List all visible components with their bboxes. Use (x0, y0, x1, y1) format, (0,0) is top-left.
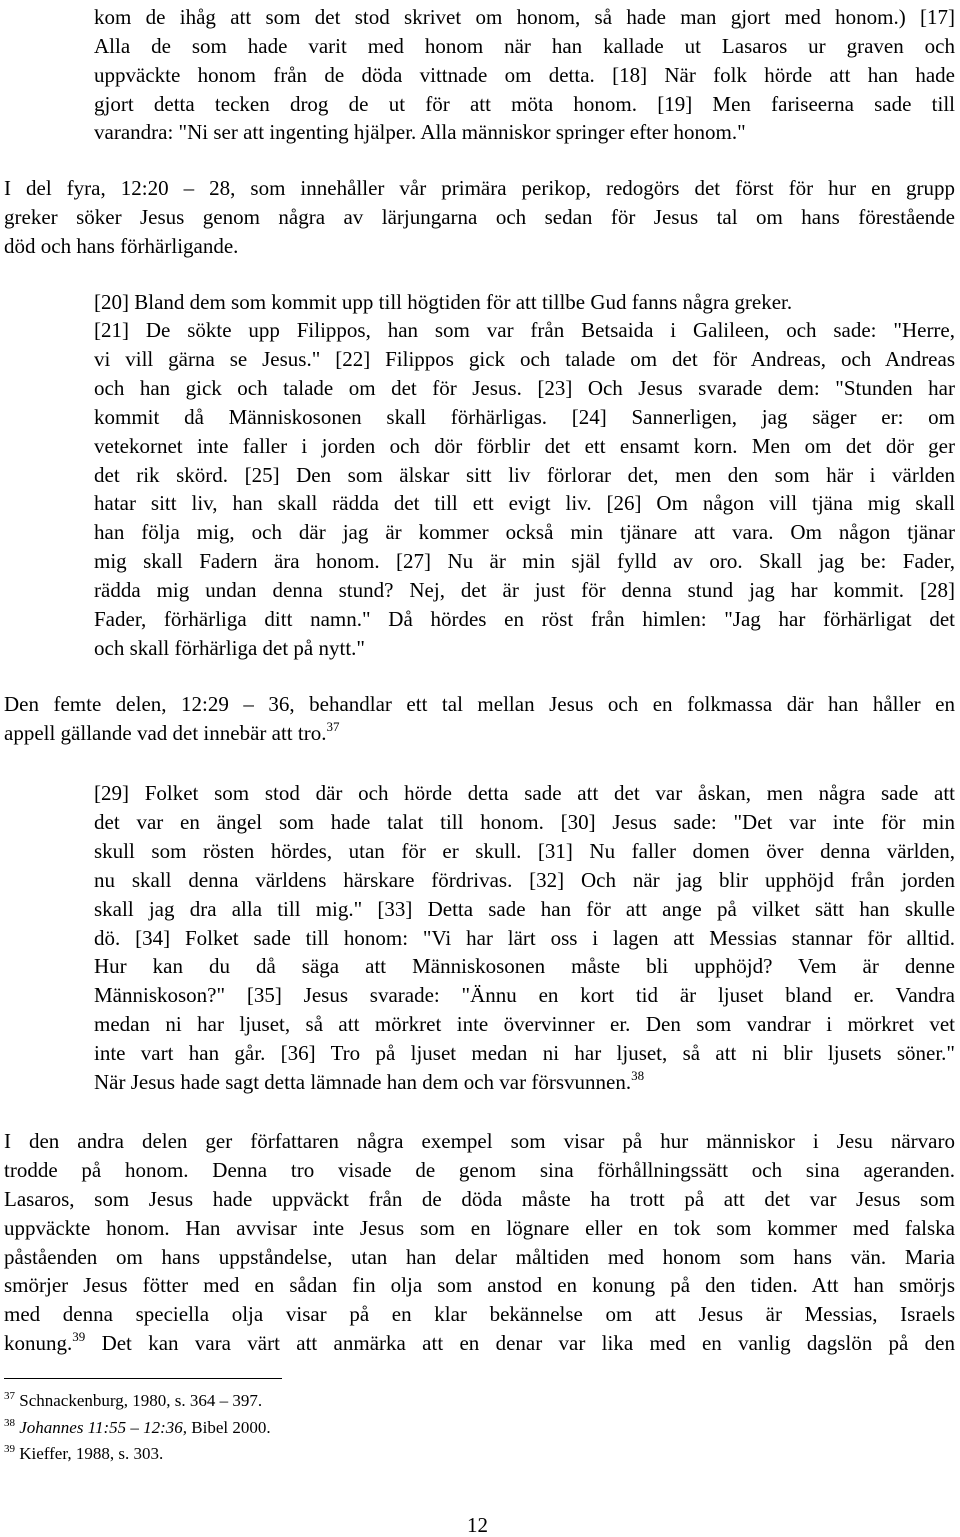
footnote-text: Kieffer, 1988, s. 303. (15, 1444, 164, 1463)
quote-line: det var en ängel som hade talat till honom. [30] Jesus sade: "Det var inte för min (94, 810, 955, 834)
quote-line: nu skall denna världens härskare fördrivas. [32] Och när jag blir upphöjd från jorden (94, 868, 955, 892)
footnote-title: Johannes 11:55 – 12:36, (15, 1418, 188, 1437)
quote-line: gjort detta tecken drog de ut för att möta honom. [19] Men fariseerna sade till (94, 92, 955, 116)
footnote-number: 37 (4, 1390, 15, 1402)
quote-line: mig skall Fadern ära honom. [27] Nu är min själ fylld av oro. Skall jag be: Fader, (94, 549, 955, 573)
body-line: greker söker Jesus genom några av lärjungarna och sedan för Jesus tal om hans förestående (4, 205, 955, 229)
body-line: I del fyra, 12:20 – 28, som innehåller vår primära perikop, redogörs det först för hur en grupp (4, 176, 955, 200)
quote-line: skull som rösten hördes, utan för er skull. [31] Nu faller domen över denna världen, (94, 839, 955, 863)
footnote (4, 1418, 271, 1438)
body-line: med denna speciella olja visar på en klar bekännelse om att Jesus är Messias, Israels (4, 1302, 955, 1326)
body-line: död och hans förhärligande. (4, 234, 239, 258)
quote-line: och han gick och talade om det för Jesus. [23] Och Jesus svarade dem: "Stunden har (94, 376, 955, 400)
quote-line: dö. [34] Folket sade till honom: "Vi har lärt oss i lagen att Messias stannar för alltid. (94, 926, 955, 950)
quote-line: och skall förhärliga det på nytt." (94, 636, 365, 660)
footnote-ref[interactable]: 37 (326, 719, 340, 734)
body-text: Det kan vara värt att anmärka att en denar var lika med en vanlig dagslön på den (85, 1331, 955, 1355)
quote-line: kommit då Människosonen skall förhärligas. [24] Sannerligen, jag säger er: om (94, 405, 955, 429)
footnote-separator (4, 1378, 282, 1379)
quote-line (94, 1070, 644, 1094)
quote-line: Fader, förhärliga ditt namn." Då hördes en röst från himlen: "Jag har förhärligat det (94, 607, 955, 631)
quote-line: inte vart han går. [36] Tro på ljuset medan ni har ljuset, så att ni blir ljusets söner." (94, 1041, 955, 1065)
body-text: konung. (4, 1331, 73, 1355)
quote-line: kom de ihåg att som det stod skrivet om honom, så hade man gjort med honom.) [17] (94, 5, 955, 29)
quote-line: Människoson?" [35] Jesus svarade: "Ännu en kort tid är ljuset bland er. Vandra (94, 983, 955, 1007)
body-line: I den andra delen ger författaren några exempel som visar på hur människor i Jesu närvaro (4, 1129, 955, 1153)
quote-line: hatar sitt liv, han skall rädda det till ett evigt liv. [26] Om någon vill tjäna mig skall (94, 491, 955, 515)
footnote-ref[interactable]: 38 (631, 1068, 645, 1083)
footnote-ref[interactable]: 39 (72, 1329, 86, 1344)
quote-line: Hur kan du då säga att Människosonen måste bli upphöjd? Vem är denne (94, 954, 955, 978)
footnote-number: 38 (4, 1417, 15, 1429)
quote-line: varandra: "Ni ser att ingenting hjälper. Alla människor springer efter honom." (94, 120, 746, 144)
quote-line: uppväckte honom från de döda vittnade om detta. [18] När folk hörde att han hade (94, 63, 955, 87)
body-line: Den femte delen, 12:29 – 36, behandlar ett tal mellan Jesus och en folkmassa där han håller en (4, 692, 955, 716)
quote-line: vetekornet inte faller i jorden och dör förblir det ett ensamt korn. Men om det dör ger (94, 434, 955, 458)
body-line: uppväckte honom. Han avvisar inte Jesus som en lögnare eller en tok som kommer med falska (4, 1216, 955, 1240)
quote-line: medan ni har ljuset, så att mörkret inte övervinner er. Den som vandrar i mörkret vet (94, 1012, 955, 1036)
quote-line: han följa mig, och där jag är kommer också min tjänare att vara. Om någon tjänar (94, 520, 955, 544)
footnote-number: 39 (4, 1443, 15, 1455)
quote-line: det rik skörd. [25] Den som älskar sitt liv förlorar det, men den som här i världen (94, 463, 955, 487)
quote-line: vi vill gärna se Jesus." [22] Filippos gick och talade om det för Andreas, och Andreas (94, 347, 955, 371)
body-line (4, 1331, 955, 1355)
body-line: trodde på honom. Denna tro visade de genom sina förhållningssätt och sina ageranden. (4, 1158, 955, 1182)
body-line: Lasaros, som Jesus hade uppväckt från de döda måste ha trott på att det var Jesus som (4, 1187, 955, 1211)
footnote-text: Bibel 2000. (187, 1418, 271, 1437)
footnote (4, 1391, 262, 1411)
quote-text: När Jesus hade sagt detta lämnade han dem och var försvunnen. (94, 1070, 632, 1094)
body-line: smörjer Jesus fötter med en sådan fin olja som anstod en konung på den tiden. Att han smörjs (4, 1273, 955, 1297)
body-line: påståenden om hans uppståndelse, utan han delar måltiden med honom som hans vän. Maria (4, 1245, 955, 1269)
quote-line: skall jag dra alla till mig." [33] Detta sade han för att ange på vilket sätt han skulle (94, 897, 955, 921)
quote-line: [29] Folket som stod där och hörde detta sade att det var åskan, men några sade att (94, 781, 955, 805)
page-number: 12 (467, 1513, 488, 1537)
quote-line: Alla de som hade varit med honom när han kallade ut Lasaros ur graven och (94, 34, 955, 58)
quote-line: [20] Bland dem som kommit upp till högtiden för att tillbe Gud fanns några greker. (94, 290, 793, 314)
quote-line: [21] De sökte upp Filippos, han som var från Betsaida i Galileen, och sade: "Herre, (94, 318, 955, 342)
footnote (4, 1444, 163, 1464)
quote-line: rädda mig undan denna stund? Nej, det är just för denna stund jag har kommit. [28] (94, 578, 955, 602)
body-line (4, 721, 339, 745)
footnote-text: Schnackenburg, 1980, s. 364 – 397. (15, 1391, 263, 1410)
body-text: appell gällande vad det innebär att tro. (4, 721, 327, 745)
